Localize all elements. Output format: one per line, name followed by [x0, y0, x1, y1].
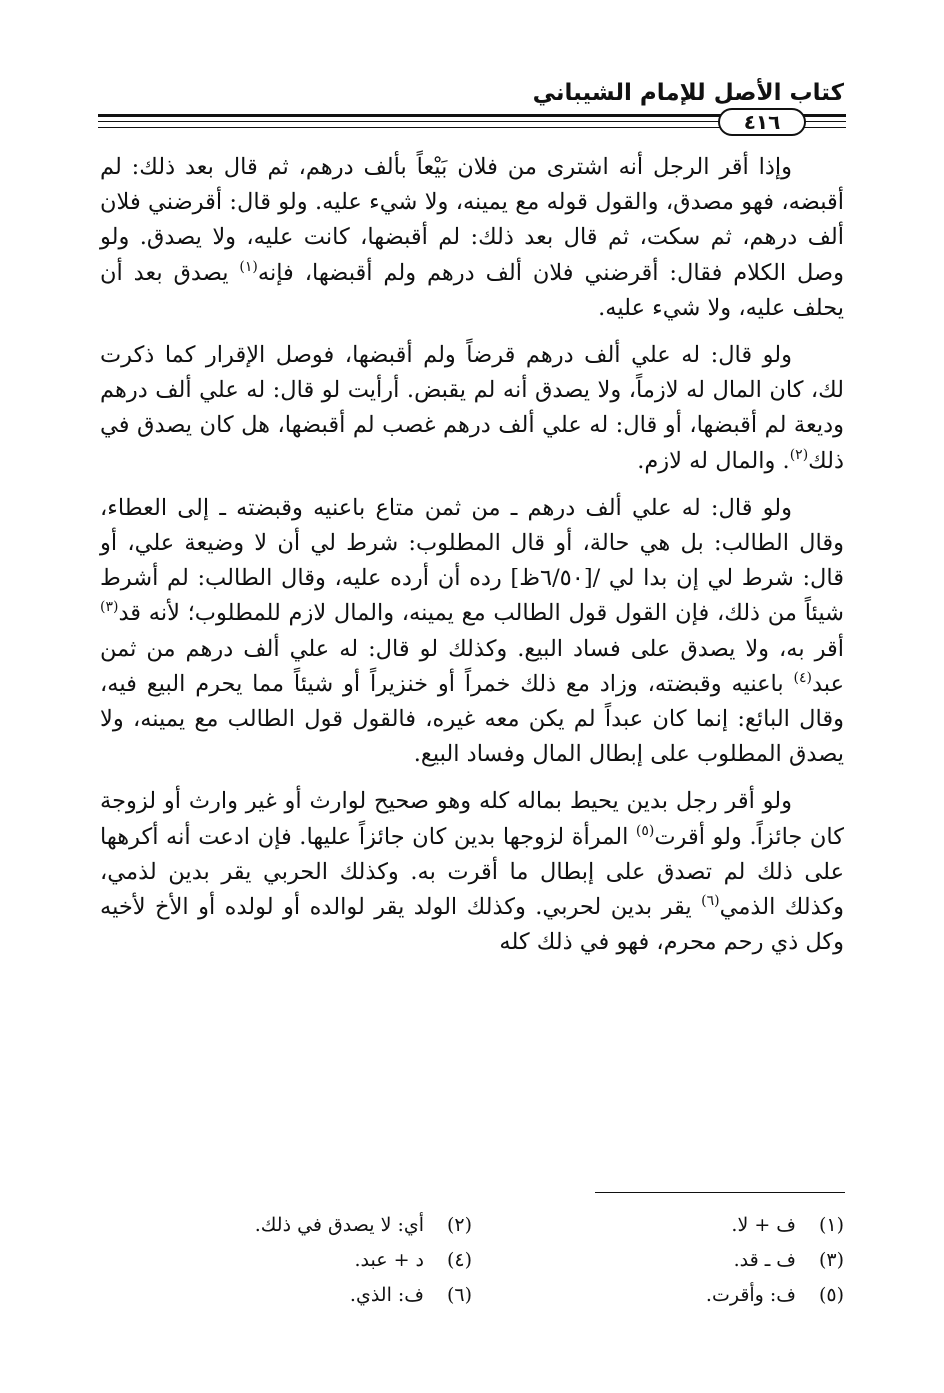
- footnote-divider: [595, 1192, 845, 1193]
- paragraph-text: يصدق بعد أن يحلف عليه، ولا شيء عليه.: [100, 259, 844, 321]
- footnote-text: ف: وأقرت.: [705, 1284, 796, 1306]
- footnote-number: (٣): [818, 1249, 844, 1271]
- footnote: [100, 1243, 472, 1278]
- paragraph-text: ولو قال: له علي ألف درهم قرضاً ولم أقبضها، فوصل الإقرار كما ذكرت لك، كان المال له لازماً، ولا يصدق أنه لم يقبض. أرأيت لو قال: له علي ألف درهم وديعة لم أقبضها، أو قال: له علي ألف درهم غصب لم أقبضها، هل كان يصدق في ذلك: [100, 342, 844, 474]
- footnote-text: ف + لا.: [731, 1214, 796, 1236]
- paragraph-text: باعنيه وقبضته، وزاد مع ذلك خمراً أو خنزيراً أو شيئاً مما يحرم البيع فيه، وقال البائع: إنما كان عبداً لم يكن معه غيره، فالقول قول الطالب مع يمينه، ولا يصدق المطلوب على إبطال المال وفساد البيع.: [100, 670, 844, 768]
- paragraph-text: المرأة لزوجها بدين كان جائزاً عليها. فإن ادعت أنه أكرهها على ذلك لم تصدق على إبطال ما أقرت به. وكذلك الحربي يقر بدين لذمي، وكذلك الذمي: [100, 823, 844, 921]
- footnote-ref: (٤): [793, 669, 812, 686]
- footnote-text: أي: لا يصدق في ذلك.: [254, 1214, 424, 1236]
- paragraph-text: أقر به، ولا يصدق على فساد البيع. وكذلك لو قال: له علي ألف درهم من ثمن عبد: [100, 635, 844, 697]
- footnote: [472, 1208, 844, 1243]
- paragraph: [100, 150, 844, 326]
- paragraph-text: ولو أقر رجل بدين يحيط بماله كله وهو صحيح لوارث أو غير وارث أو لزوجة كان جائزاً. ولو أقرت: [100, 788, 844, 850]
- header-rule-thin: [804, 121, 846, 122]
- footnote-ref: (١): [239, 258, 258, 275]
- footnote-text: ف ـ قد.: [733, 1249, 796, 1271]
- header-rule-thin: [804, 127, 846, 128]
- footnote-number: (٢): [446, 1214, 472, 1236]
- paragraph: [100, 491, 844, 773]
- footnote-ref: (٣): [100, 599, 119, 616]
- paragraph: [100, 338, 844, 479]
- footnote-number: (٥): [818, 1284, 844, 1306]
- footnote: [100, 1208, 472, 1243]
- header-rule-thin: [98, 127, 720, 128]
- footnote: [472, 1243, 844, 1278]
- footnote-row: [100, 1208, 844, 1243]
- paragraph-text: وإذا أقر الرجل أنه اشترى من فلان بَيْعاً بألف درهم، ثم قال بعد ذلك: لم أقبضه، فهو مصدق، والقول قوله مع يمينه، ولا شيء عليه. ولو قال: أقرضني فلان ألف درهم، ثم سكت، ثم قال بعد ذلك: لم أقبضها، كانت عليه، ولا يصدق. ولو وصل الكلام فقال: أقرضني فلان ألف درهم ولم أقبضها، فإنه: [100, 154, 844, 286]
- footnote-ref: (٦): [701, 893, 720, 910]
- footnote-number: (٤): [446, 1249, 472, 1271]
- paragraph: [100, 784, 844, 960]
- running-header-title: كتاب الأصل للإمام الشيباني: [532, 80, 844, 106]
- paragraph-text: يقر بدين لحربي. وكذلك الولد يقر لوالده أو لولده أو الأخ لأخيه وكل ذي رحم محرم، فهو في ذلك كله: [100, 894, 844, 956]
- header-rule-thin: [98, 121, 720, 122]
- footnote-number: (٦): [446, 1284, 472, 1306]
- main-text: [100, 150, 844, 972]
- footnote-ref: (٢): [789, 446, 809, 463]
- footnote-row: [100, 1243, 844, 1278]
- paragraph-text: ولو قال: له علي ألف درهم ـ من ثمن متاع باعنيه وقبضته ـ إلى العطاء، وقال الطالب: بل هي حالة، أو قال المطلوب: شرط لي أن لا وضيعة علي، أو قال: شرط لي إن بدا لي /[٦/٥٠ظ] رده أن أرده عليه، وقال الطالب: لم أشرط شيئاً من ذلك، فإن القول قول الطالب مع يمينه، والمال لازم للمطلوب؛ لأنه قد: [100, 494, 845, 627]
- footnote-text: د + عبد.: [354, 1249, 424, 1271]
- paragraph-text: . والمال له لازم.: [637, 447, 790, 474]
- page-number: ٤١٦: [718, 108, 806, 136]
- footnote-ref: (٥): [635, 822, 655, 839]
- footnote-text: ف: الذي.: [349, 1284, 424, 1306]
- footnote: [472, 1278, 844, 1313]
- footnote-number: (١): [818, 1214, 844, 1236]
- footnotes: [100, 1208, 844, 1313]
- footnote-row: [100, 1278, 844, 1313]
- footnote: [100, 1278, 472, 1313]
